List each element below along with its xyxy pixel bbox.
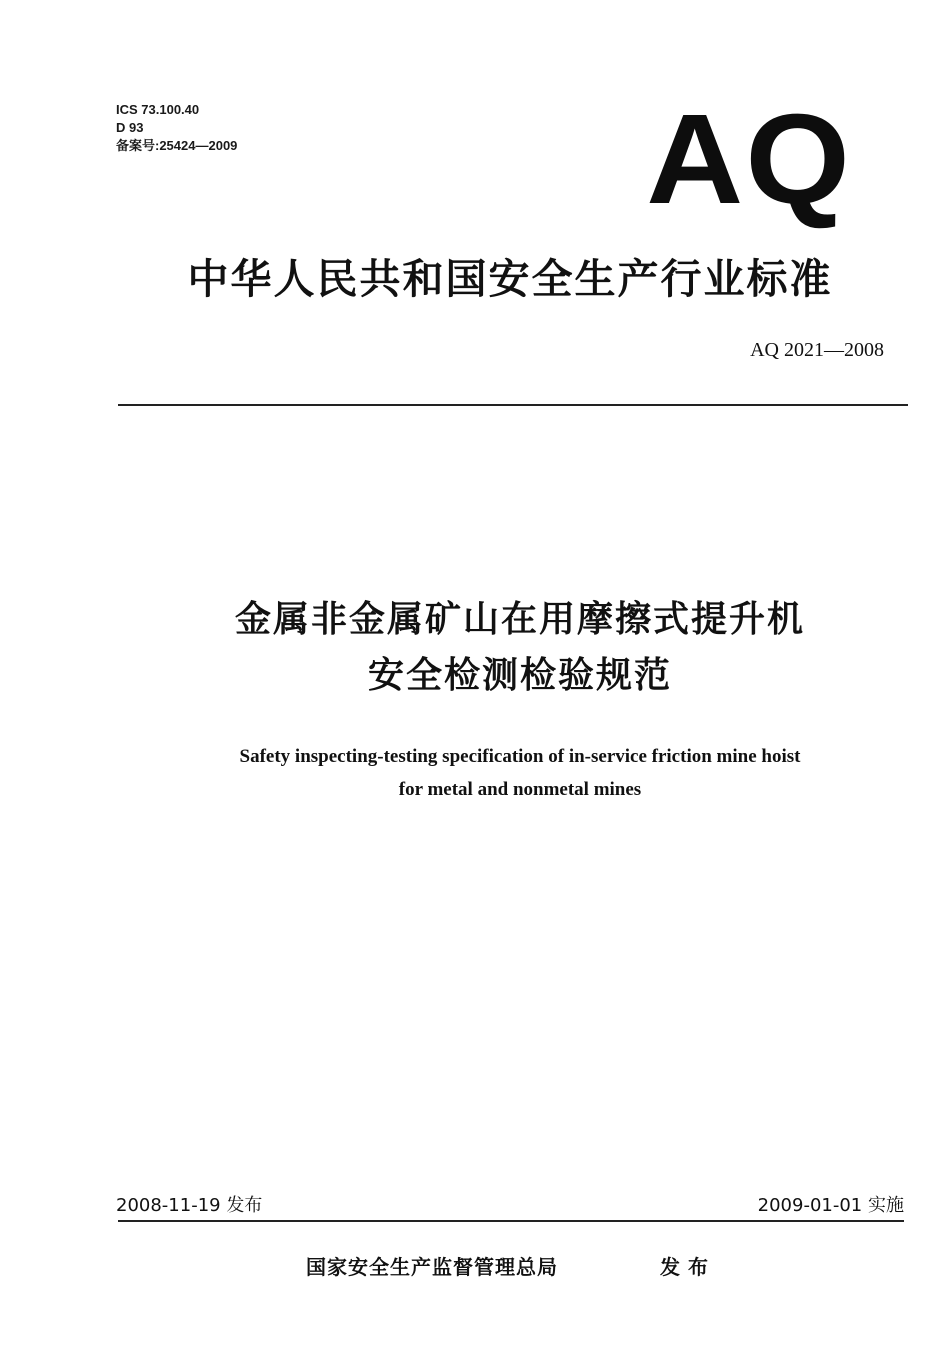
issuing-authority: 国家安全生产监督管理总局 <box>306 1255 558 1279</box>
document-title-english <box>60 740 950 806</box>
document-metadata <box>116 101 237 155</box>
ccs-code: D 93 <box>116 120 144 135</box>
footer-divider <box>118 1220 904 1222</box>
filing-number: 备案号:25424—2009 <box>116 138 238 153</box>
title-en-line-2: for metal and nonmetal mines <box>398 779 642 800</box>
standard-code: AQ 2021—2008 <box>750 339 884 361</box>
document-title-chinese <box>60 592 950 704</box>
standard-category-title: 中华人民共和国安全生产行业标准 <box>187 255 833 303</box>
ics-code: ICS 73.100.40 <box>116 102 200 117</box>
title-en-line-1: Safety inspecting-testing specification of in-service friction mine hoist <box>239 746 801 767</box>
header-divider <box>118 404 908 406</box>
implement-date: 2009-01-01 实施 <box>757 1195 904 1216</box>
title-cn-line-2: 安全检测检验规范 <box>367 655 672 696</box>
publish-date: 2008-11-19 发布 <box>116 1195 263 1216</box>
aq-logo: AQ <box>646 88 852 231</box>
title-cn-line-1: 金属非金属矿山在用摩擦式提升机 <box>234 599 805 640</box>
issue-label: 发布 <box>660 1255 716 1279</box>
